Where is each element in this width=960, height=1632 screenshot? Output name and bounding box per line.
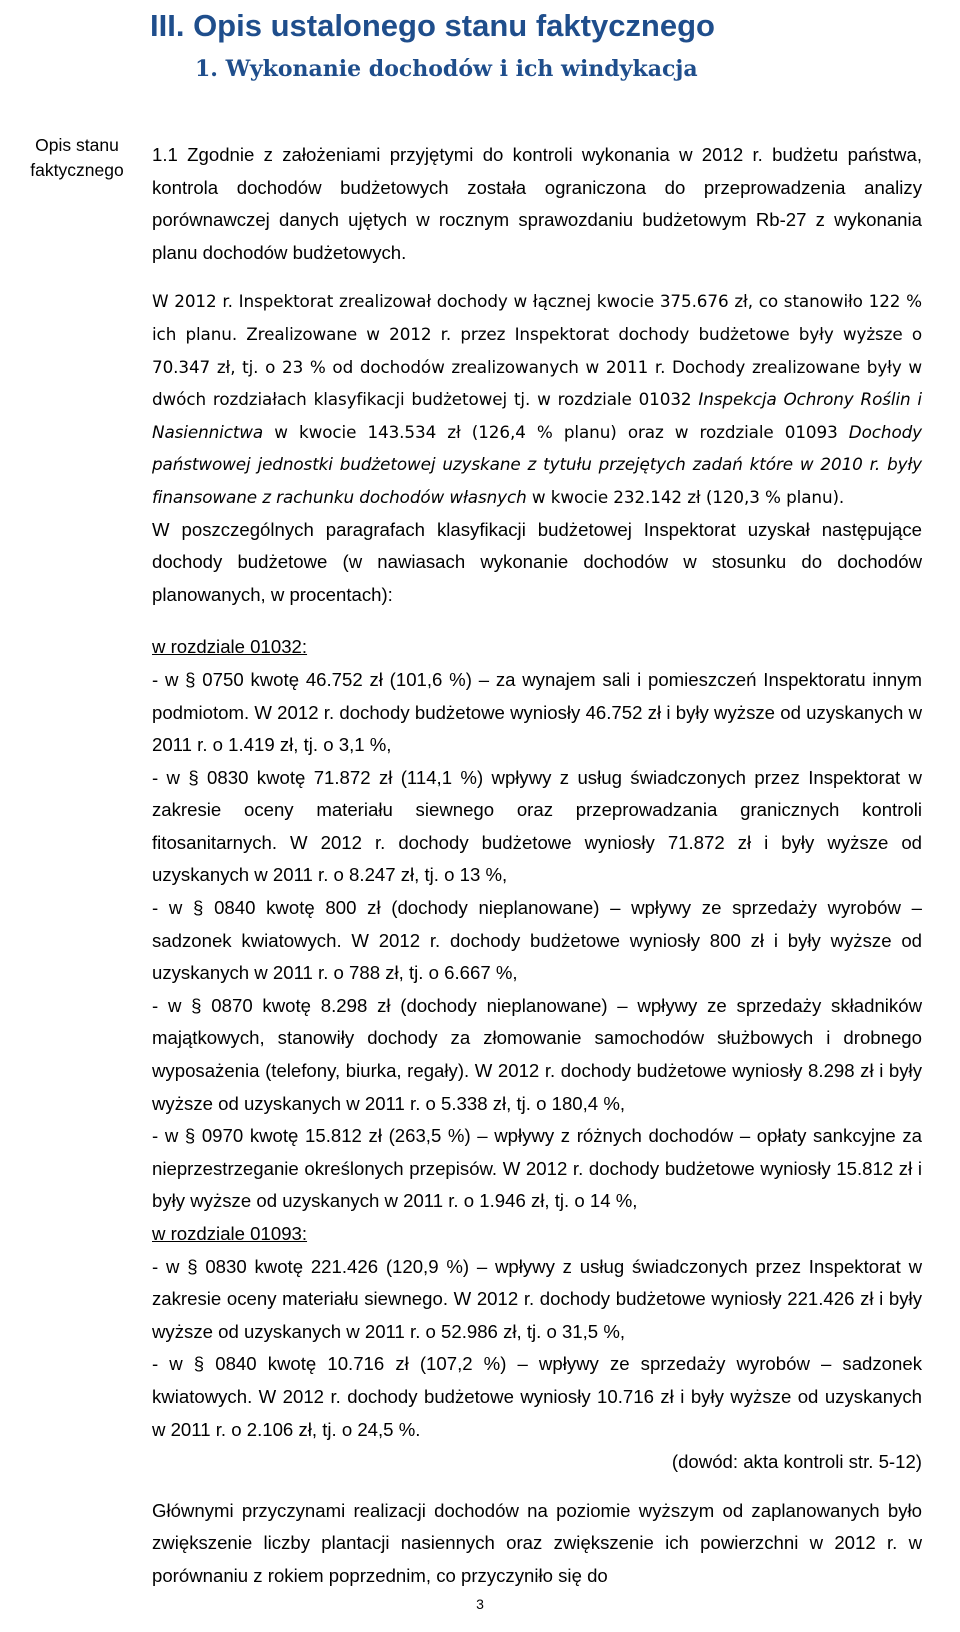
list-item-0970: - w § 0970 kwotę 15.812 zł (263,5 %) – wpływy z różnych dochodów – opłaty sankcyjne za nieprzestrzeganie określonych przepisów. W 2012 r. dochody budżetowe wyniosły 15.812 zł i były wyższe od uzyskanych w 2011 r. o 1.946 zł, tj. o 14 %, [152, 1125, 922, 1212]
list-item-0840: - w § 0840 kwotę 800 zł (dochody nieplanowane) – wpływy ze sprzedaży wyrobów – sadzonek kwiatowych. W 2012 r. dochody budżetowe wyniosły 800 zł i były wyższe od uzyskanych w 2011 r. o 788 zł, tj. o 6.667 %, [152, 897, 922, 984]
list-item-01093-0830: - w § 0830 kwotę 221.426 (120,9 %) – wpływy z usług świadczonych przez Inspektorat w zakresie oceny materiału siewnego. W 2012 r. dochody budżetowe wyniosły 221.426 zł i były wyższe od uzyskanych w 2011 r. o 52.986 zł, tj. o 31,5 %, [152, 1255, 922, 1342]
income-summary-italic-2: Dochody państwowej jednostki budżetowej uzyskane z tytułu przejętych zadań które w 2010 r. były finansowane z rachunku dochodów własnych [152, 421, 922, 507]
document-body [152, 139, 922, 1593]
income-summary-text-1: W 2012 r. Inspektorat zrealizował dochody w łącznej kwocie 375.676 zł, co stanowiło 122 % ich planu. Zrealizowane w 2012 r. przez Inspektorat dochody budżetowe były wyższe o 70.347 zł, tj. o 23 % od dochodów zrealizowanych w 2011 r. Dochody zrealizowane były w dwóch rozdziałach klasyfikacji budżetowej tj. w rozdziale 01032 [152, 291, 922, 410]
list-item-0870: - w § 0870 kwotę 8.298 zł (dochody nieplanowane) – wpływy ze sprzedaży składników majątkowych, stanowiły dochody za złomowanie samochodów służbowych i drobnego wyposażenia (telefony, biurka, regały). W 2012 r. dochody budżetowe wyniosły 8.298 zł i były wyższe od uzyskanych w 2011 r. o 5.338 zł, tj. o 180,4 %, [152, 994, 922, 1114]
paragraph-conclusion: Głównymi przyczynami realizacji dochodów na poziomie wyższym od zaplanowanych było zwiększenie liczby plantacji nasiennych oraz zwiększenie ich powierzchni w 2012 r. w porównaniu z rokiem poprzednim, co przyczyniło się do [152, 1499, 922, 1586]
section-heading-01032: w rozdziale 01032: [152, 636, 308, 658]
paragraph-paragraph-breakdown: W poszczególnych paragrafach klasyfikacji budżetowej Inspektorat uzyskał następujące dochody budżetowe (w nawiasach wykonanie dochodów w stosunku do dochodów planowanych, w procentach): [152, 518, 922, 605]
page-number: 3 [476, 1596, 484, 1612]
page-title: III. Opis ustalonego stanu faktycznego [150, 8, 715, 43]
margin-note-line-1: Opis stanu [35, 135, 119, 155]
evidence-reference: (dowód: akta kontroli str. 5-12) [671, 1451, 922, 1473]
list-item-0750: - w § 0750 kwotę 46.752 zł (101,6 %) – za wynajem sali i pomieszczeń Inspektoratu innym podmiotom. W 2012 r. dochody budżetowe wyniosły 46.752 zł i były wyższe od uzyskanych w 2011 r. o 1.419 zł, tj. o 3,1 %, [152, 668, 922, 756]
section-subtitle: 1. Wykonanie dochodów i ich windykacja [195, 56, 698, 82]
margin-note [22, 133, 132, 183]
list-item-0830: - w § 0830 kwotę 71.872 zł (114,1 %) wpływy z usług świadczonych przez Inspektorat w zakresie oceny materiału siewnego oraz przeprowadzania granicznych kontroli fitosanitarnych. W 2012 r. dochody budżetowe wyniosły 71.872 zł i były wyższe od uzyskanych w 2011 r. o 8.247 zł, tj. o 13 %, [152, 766, 922, 886]
margin-note-line-2: faktycznego [30, 160, 124, 180]
income-summary-text-2: w kwocie 143.534 zł (126,4 % planu) oraz w rozdziale 01093 [263, 421, 849, 442]
list-item-01093-0840: - w § 0840 kwotę 10.716 zł (107,2 %) – wpływy ze sprzedaży wyrobów – sadzonek kwiatowych. W 2012 r. dochody budżetowe wyniosły 10.716 zł i były wyższe od uzyskanych w 2011 r. o 2.106 zł, tj. o 24,5 %. [152, 1353, 922, 1440]
section-heading-01093: w rozdziale 01093: [152, 1223, 308, 1244]
paragraph-intro: 1.1 Zgodnie z założeniami przyjętymi do kontroli wykonania w 2012 r. budżetu państwa, kontrola dochodów budżetowych została ograniczona do przeprowadzenia analizy porównawczej danych ujętych w rocznym sprawozdaniu budżetowym Rb-27 z wykonania planu dochodów budżetowych. [152, 144, 922, 263]
paragraph-income-summary [152, 285, 922, 513]
income-summary-italic-1: Inspekcja Ochrony Roślin i Nasiennictwa [152, 389, 922, 442]
income-summary-text-3: w kwocie 232.142 zł (120,3 % planu). [526, 486, 845, 507]
